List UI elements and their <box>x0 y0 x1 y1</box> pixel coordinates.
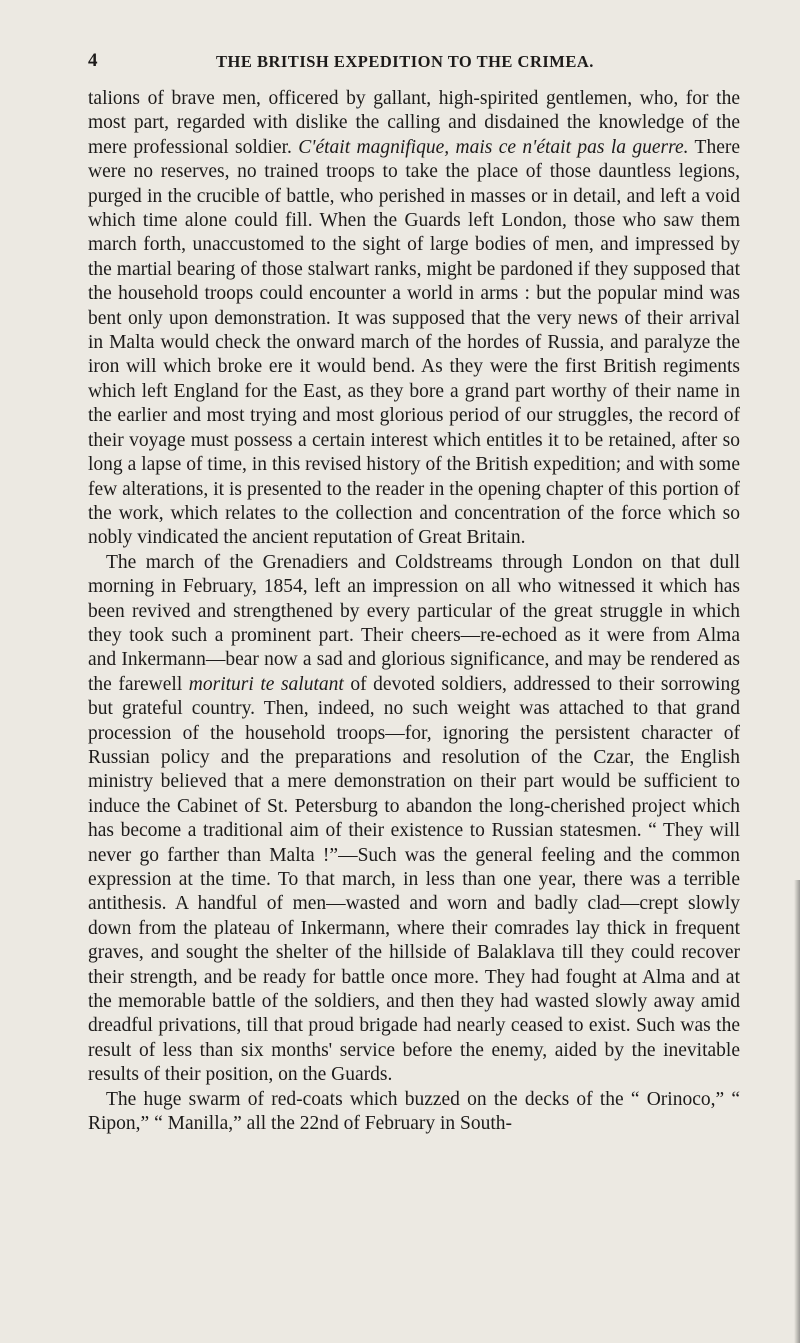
running-title: THE BRITISH EXPEDITION TO THE CRIMEA. <box>216 52 594 71</box>
text-run: There were no reserves, no trained troops to take the place of those dauntless legions, purged in the crucible of battle, who perished in masses or in detail, and left a void which time alone could fill. When the Guards left London, those who saw them march forth, unaccustomed to the sight of large bodies of men, and impressed by the martial bearing of those stalwart ranks, might be pardoned if they supposed that the household troops could encounter a world in arms : but the popular mind was bent only upon demonstration. It was supposed that the very news of their arrival in Malta would check the onward march of the hordes of Russia, and paralyze the iron will which broke ere it would bend. As they were the first British regiments which left England for the East, as they bore a grand part worthy of their name in the earlier and most trying and most glorious period of our struggles, the record of their voyage must possess a certain interest which entitles it to be retained, after so long a lapse of time, in this revised history of the British expedition; and with some few alterations, it is presented to the reader in the opening chapter of this portion of the work, which relates to the collection and concentration of the force which so nobly vindicated the ancient reputation of Great Britain. <box>88 136 741 549</box>
italic-text-run: C'était magnifique, mais ce n'était pas la guerre. <box>298 136 689 158</box>
paragraph-2 <box>88 551 740 1088</box>
italic-text-run: morituri te salutant <box>188 673 344 695</box>
paragraph-3 <box>88 1088 740 1137</box>
text-run: of devoted soldiers, addressed to their sorrowing but grateful country. Then, indeed, no such weight was attached to that grand procession of the household troops—for, ignoring the persistent character of Russian policy and the preparations and resolution of the Czar, the English ministry believed that a mere demonstration on their part would be sufficient to induce the Cabinet of St. Petersburg to abandon the long-cherished project which has become a traditional aim of their existence to Russian statesmen. “ They will never go farther than Malta !”—Such was the general feeling and the common expression at the time. To that march, in less than one year, there was a terrible antithesis. A handful of men—wasted and worn and badly clad—crept slowly down from the plateau of Inkermann, where their comrades lay thick in frequent graves, and sought the shelter of the hillside of Balaklava till they could recover their strength, and be ready for battle once more. They had fought at Alma and at the memorable battle of the soldiers, and then they had wasted slowly away amid dreadful privations, till that proud brigade had nearly ceased to exist. Such was the result of less than six months' service before the enemy, aided by the inevitable results of their position, on the Guards. <box>88 673 740 1086</box>
text-run: talions of brave men, officered by gallant, high-spirited gentlemen, who, for the most part, regarded with dislike the calling and disdained the knowledge of the mere professional soldier. <box>88 88 740 158</box>
page-number: 4 <box>88 50 98 71</box>
text-run: The march of the Grenadiers and Coldstreams through London on that dull morning in February, 1854, left an impression on all who witnessed it which has been revived and strengthened by every particular of the great struggle in which they took such a prominent part. Their cheers—re-echoed as it were from Alma and Inkermann—bear now a sad and glorious significance, and may be rendered as the farewell <box>88 551 740 695</box>
body-text <box>88 87 740 1136</box>
paragraph-1 <box>88 87 740 551</box>
text-run: The huge swarm of red-coats which buzzed on the decks of the “ Orinoco,” “ Ripon,” “ Manilla,” all the 22nd of February in South- <box>88 1088 740 1135</box>
running-head <box>88 50 738 74</box>
page-edge-shadow <box>794 880 800 1343</box>
